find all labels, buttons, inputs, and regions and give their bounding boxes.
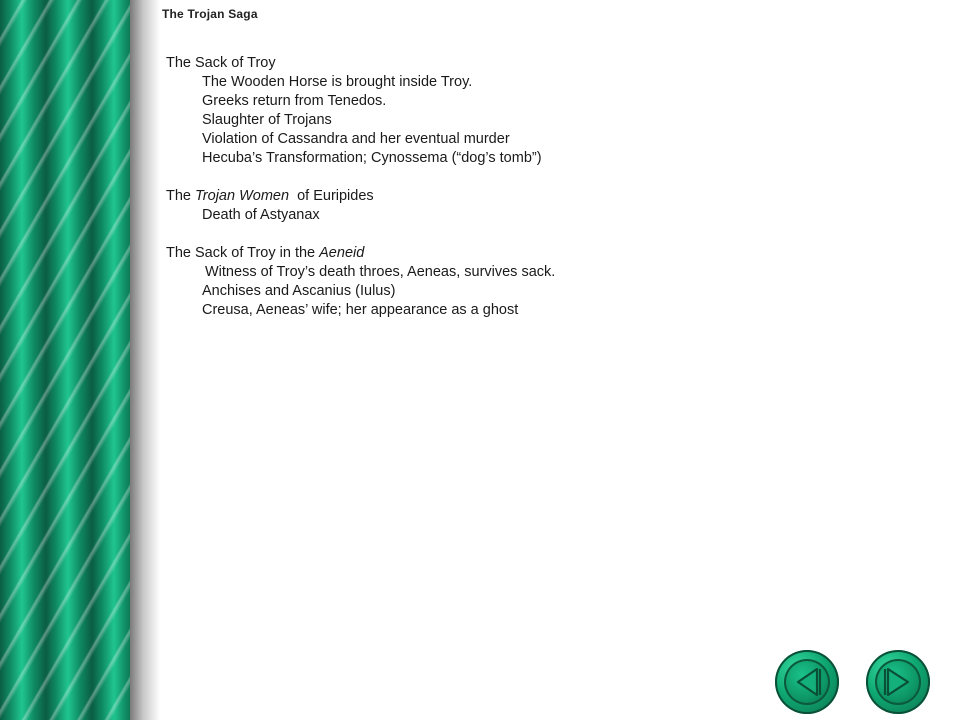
previous-slide-button[interactable]: [775, 650, 839, 714]
list-item: Slaughter of Trojans: [202, 112, 332, 128]
list-item: Witness of Troy’s death throes, Aeneas, survives sack.: [205, 264, 556, 280]
slide-content: [166, 54, 926, 320]
list-item: Anchises and Ascanius (Iulus): [202, 283, 396, 299]
triangle-right-icon: [866, 650, 930, 714]
triangle-left-icon: [775, 650, 839, 714]
section-heading-trojan-women: [166, 187, 926, 206]
list-item: Hecuba’s Transformation; Cynossema (“dog’s tomb”): [202, 150, 542, 166]
band-edge-shadow: [130, 0, 160, 720]
section-heading-aeneid: [166, 244, 926, 263]
heading-prefix: The Sack of Troy in the: [166, 245, 320, 261]
band-pattern: [0, 0, 130, 720]
list-item: Violation of Cassandra and her eventual murder: [202, 131, 510, 147]
heading-suffix: of Euripides: [289, 188, 374, 204]
spacer: [166, 225, 926, 244]
spacer: [166, 168, 926, 187]
heading-prefix: The: [166, 188, 196, 204]
list-item: Death of Astyanax: [202, 207, 320, 223]
list-item: The Wooden Horse is brought inside Troy.: [202, 74, 473, 90]
list-item: Greeks return from Tenedos.: [202, 93, 387, 109]
heading-italic-title: Trojan Women: [195, 188, 290, 204]
slide-header-title: The Trojan Saga: [162, 7, 258, 21]
next-slide-button[interactable]: [866, 650, 930, 714]
heading-italic-title: Aeneid: [319, 245, 365, 261]
section-heading-sack-of-troy: The Sack of Troy: [166, 55, 276, 71]
list-item: Creusa, Aeneas’ wife; her appearance as a ghost: [202, 302, 519, 318]
decorative-left-band: [0, 0, 130, 720]
